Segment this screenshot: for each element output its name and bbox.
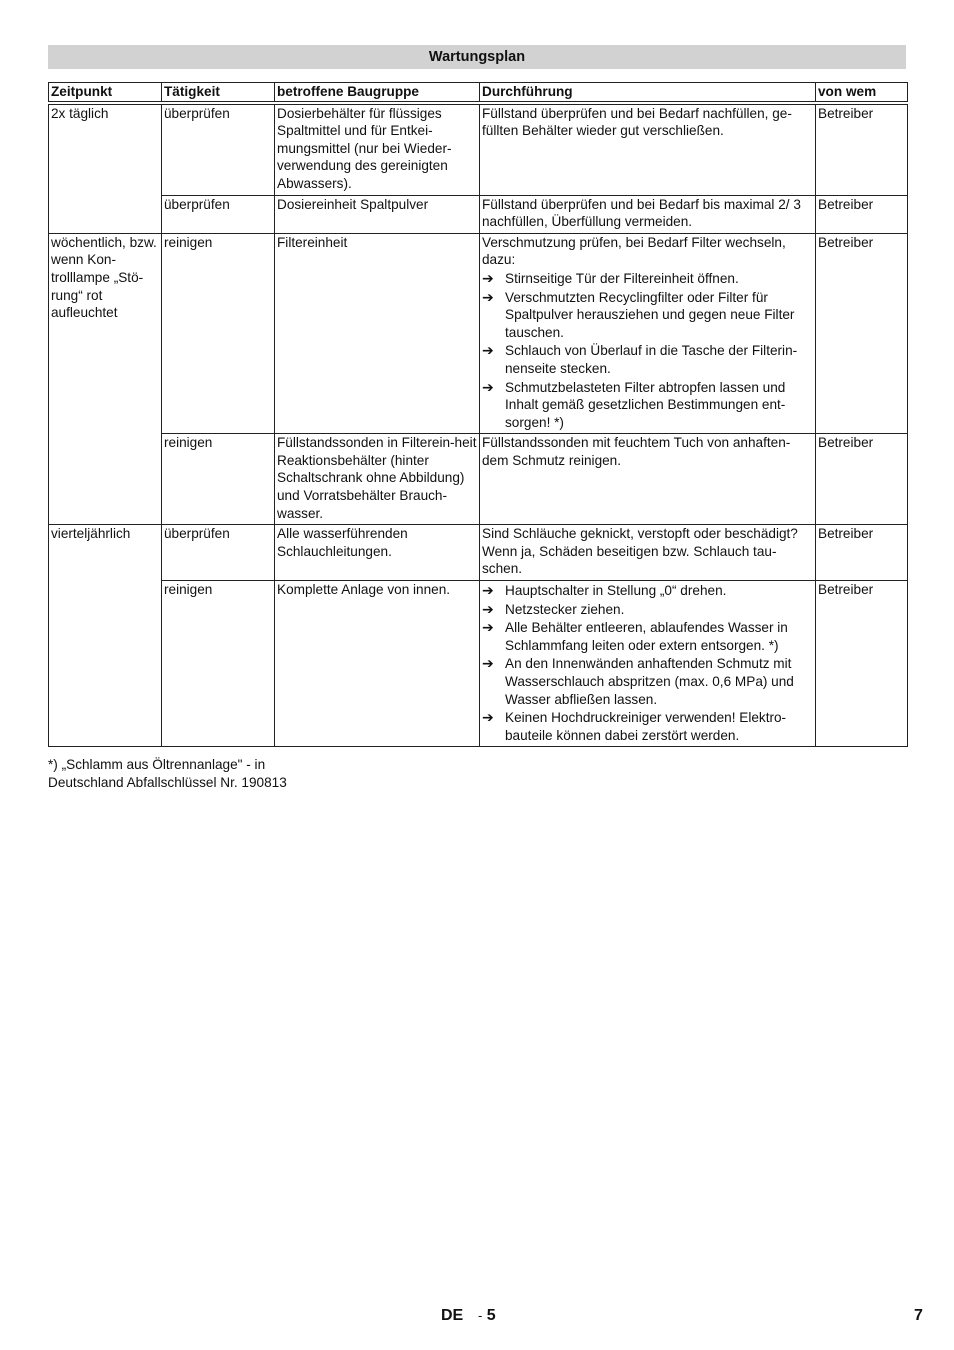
cell-zeitpunkt: vierteljährlich [49, 525, 162, 747]
page-number: 7 [914, 1307, 923, 1324]
cell-baugruppe: Filtereinheit [275, 233, 480, 434]
table-row [49, 434, 908, 525]
arrow-right-icon: ➔ [482, 288, 494, 305]
column-header-baugruppe: betroffene Baugruppe [275, 83, 480, 103]
cell-baugruppe: Dosierbehälter für flüssiges Spaltmittel und für Entkei-mungsmittel (nur bei Wieder-verwendung des gereinigten Abwassers). [275, 103, 480, 195]
cell-durchfuehrung [480, 103, 816, 195]
table-body [49, 103, 908, 747]
cell-von-wem: Betreiber [816, 581, 908, 747]
durchfuehrung-text: Füllstand überprüfen und bei Bedarf nachfüllen, ge-füllten Behälter wieder gut verschließen. [482, 105, 792, 139]
cell-taetigkeit: reinigen [162, 581, 275, 747]
instruction-step [482, 289, 813, 342]
cell-taetigkeit: überprüfen [162, 525, 275, 581]
cell-von-wem: Betreiber [816, 525, 908, 581]
footer-section-page-number: 5 [486, 1307, 496, 1324]
durchfuehrung-text: Füllstand überprüfen und bei Bedarf bis maximal 2/ 3 nachfüllen, Überfüllung vermeiden. [482, 196, 801, 230]
instruction-step [482, 342, 813, 377]
arrow-right-icon: ➔ [482, 582, 494, 599]
cell-taetigkeit: überprüfen [162, 103, 275, 195]
column-header-taetigkeit: Tätigkeit [162, 83, 275, 103]
arrow-right-icon: ➔ [482, 600, 494, 617]
cell-durchfuehrung [480, 195, 816, 233]
arrow-right-icon: ➔ [482, 342, 494, 359]
durchfuehrung-text: Sind Schläuche geknickt, verstopft oder beschädigt? Wenn ja, Schäden beseitigen bzw. Schlauch tau-schen. [482, 526, 798, 577]
arrow-right-icon: ➔ [482, 655, 494, 672]
column-header-zeitpunkt: Zeitpunkt [49, 83, 162, 103]
cell-taetigkeit: reinigen [162, 434, 275, 525]
instruction-step-text: Netzstecker ziehen. [505, 601, 625, 617]
table-row [49, 525, 908, 581]
arrow-right-icon: ➔ [482, 269, 494, 286]
footnote-line: Deutschland Abfallschlüssel Nr. 190813 [48, 774, 287, 790]
instruction-step-text: Schmutzbelasteten Filter abtropfen lassen und Inhalt gemäß gesetzlichen Bestimmungen ent-sorgen! *) [505, 379, 786, 430]
instruction-step-text: Alle Behälter entleeren, ablaufendes Wasser in Schlammfang leiten oder extern entsorgen. *) [505, 620, 788, 653]
cell-von-wem: Betreiber [816, 434, 908, 525]
instruction-step [482, 379, 813, 432]
arrow-right-icon: ➔ [482, 378, 494, 395]
instruction-step-text: Verschmutzten Recyclingfilter oder Filter für Spaltpulver herausziehen und gegen neue Filter tauschen. [505, 289, 795, 340]
cell-baugruppe: Dosiereinheit Spaltpulver [275, 195, 480, 233]
instruction-step [482, 709, 813, 744]
cell-durchfuehrung [480, 434, 816, 525]
instruction-step [482, 270, 813, 288]
cell-baugruppe: Komplette Anlage von innen. [275, 581, 480, 747]
maintenance-table [48, 82, 908, 747]
cell-taetigkeit: überprüfen [162, 195, 275, 233]
cell-von-wem: Betreiber [816, 103, 908, 195]
table-header-row [49, 83, 908, 103]
cell-taetigkeit: reinigen [162, 233, 275, 434]
page-title: Wartungsplan [48, 45, 906, 69]
footnote [48, 756, 287, 791]
footer-section-page [478, 1307, 496, 1325]
cell-durchfuehrung [480, 233, 816, 434]
arrow-right-icon: ➔ [482, 709, 494, 726]
table-row [49, 195, 908, 233]
instruction-step [482, 582, 813, 600]
cell-zeitpunkt: 2x täglich [49, 103, 162, 234]
cell-durchfuehrung [480, 581, 816, 747]
cell-baugruppe: Alle wasserführenden Schlauchleitungen. [275, 525, 480, 581]
cell-durchfuehrung [480, 525, 816, 581]
cell-von-wem: Betreiber [816, 233, 908, 434]
instruction-step-text: Keinen Hochdruckreiniger verwenden! Elektro-bauteile können dabei zerstört werden. [505, 710, 787, 743]
footer-dash: - [478, 1308, 483, 1323]
footer-language: DE [441, 1307, 464, 1324]
footnote-line: *) „Schlamm aus Öltrennanlage" - in [48, 757, 266, 772]
cell-zeitpunkt: wöchentlich, bzw. wenn Kon-trolllampe „Stö-rung“ rot aufleuchtet [49, 233, 162, 525]
instruction-step-text: Schlauch von Überlauf in die Tasche der Filterin-nenseite stecken. [505, 343, 798, 376]
instruction-step-text: Stirnseitige Tür der Filtereinheit öffnen. [505, 270, 739, 286]
durchfuehrung-text: Füllstandssonden mit feuchtem Tuch von anhaften-dem Schmutz reinigen. [482, 435, 791, 468]
cell-von-wem: Betreiber [816, 195, 908, 233]
table-row [49, 581, 908, 747]
instruction-step [482, 619, 813, 654]
instruction-step-text: Hauptschalter in Stellung „0“ drehen. [505, 583, 727, 599]
instruction-step [482, 601, 813, 619]
cell-baugruppe: Füllstandssonden in Filterein-heit Reaktionsbehälter (hinter Schaltschrank ohne Abbildung) und Vorratsbehälter Brauch-wasser. [275, 434, 480, 525]
arrow-right-icon: ➔ [482, 619, 494, 636]
table-row [49, 233, 908, 434]
instruction-step [482, 655, 813, 708]
column-header-von-wem: von wem [816, 83, 908, 103]
table-row [49, 103, 908, 195]
durchfuehrung-text: Verschmutzung prüfen, bei Bedarf Filter wechseln, dazu: [482, 234, 786, 268]
instruction-step-text: An den Innenwänden anhaftenden Schmutz mit Wasserschlauch abspritzen (max. 0,6 MPa) und Wasser abfließen lassen. [505, 656, 794, 707]
column-header-durchfuehrung: Durchführung [480, 83, 816, 103]
